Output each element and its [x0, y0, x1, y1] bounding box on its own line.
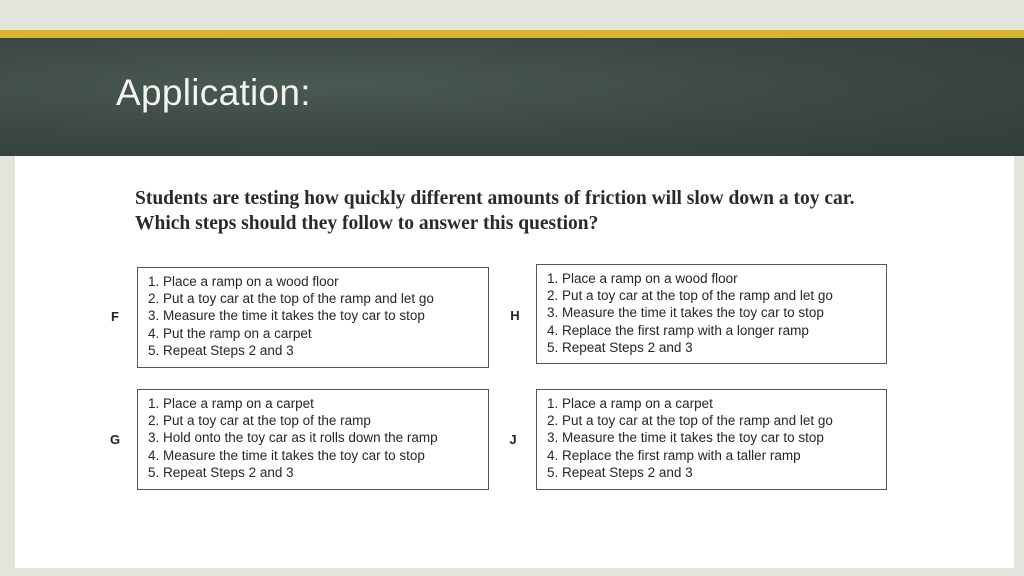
option-f-letter: F	[111, 309, 119, 324]
option-f-step: 1. Place a ramp on a wood floor	[148, 274, 339, 289]
question-line-1: Students are testing how quickly different amounts of friction will slow down a toy car.	[135, 188, 855, 209]
option-h-box	[536, 264, 887, 364]
option-f-step: 4. Put the ramp on a carpet	[148, 325, 312, 341]
option-f-box	[137, 267, 489, 368]
option-j-letter: J	[509, 432, 517, 447]
option-h-step: 4. Replace the first ramp with a longer ramp	[547, 322, 809, 338]
option-j-step: 4. Replace the first ramp with a taller ramp	[547, 447, 801, 463]
question-text	[135, 186, 855, 236]
option-g-step: 5. Repeat Steps 2 and 3	[148, 464, 294, 480]
option-g-step: 3. Hold onto the toy car as it rolls down the ramp	[148, 430, 438, 446]
option-g-step: 4. Measure the time it takes the toy car to stop	[148, 447, 425, 463]
accent-stripe	[0, 30, 1024, 38]
option-j-step: 3. Measure the time it takes the toy car to stop	[547, 430, 824, 446]
option-g-step: 2. Put a toy car at the top of the ramp	[148, 413, 371, 429]
slide-content	[15, 156, 1014, 568]
option-f-step: 3. Measure the time it takes the toy car to stop	[148, 308, 425, 324]
title-header	[0, 38, 1024, 156]
option-g-letter: G	[109, 432, 121, 447]
option-j-step: 2. Put a toy car at the top of the ramp and let go	[547, 413, 833, 429]
top-band	[0, 0, 1024, 30]
option-f-step: 5. Repeat Steps 2 and 3	[148, 342, 294, 358]
question-line-2: Which steps should they follow to answer this question?	[135, 213, 599, 234]
option-j-step: 5. Repeat Steps 2 and 3	[547, 464, 693, 480]
option-h-step: 2. Put a toy car at the top of the ramp and let go	[547, 288, 833, 304]
option-f-step: 2. Put a toy car at the top of the ramp and let go	[148, 291, 434, 307]
option-h-step: 5. Repeat Steps 2 and 3	[547, 339, 693, 355]
option-h-letter: H	[510, 308, 520, 323]
option-g-step: 1. Place a ramp on a carpet	[148, 396, 314, 411]
option-g-box	[137, 389, 489, 490]
slide-title: Application:	[116, 72, 311, 113]
option-h-step: 1. Place a ramp on a wood floor	[547, 271, 738, 286]
option-h-step: 3. Measure the time it takes the toy car to stop	[547, 305, 824, 321]
option-j-step: 1. Place a ramp on a carpet	[547, 396, 713, 411]
option-j-box	[536, 389, 887, 490]
